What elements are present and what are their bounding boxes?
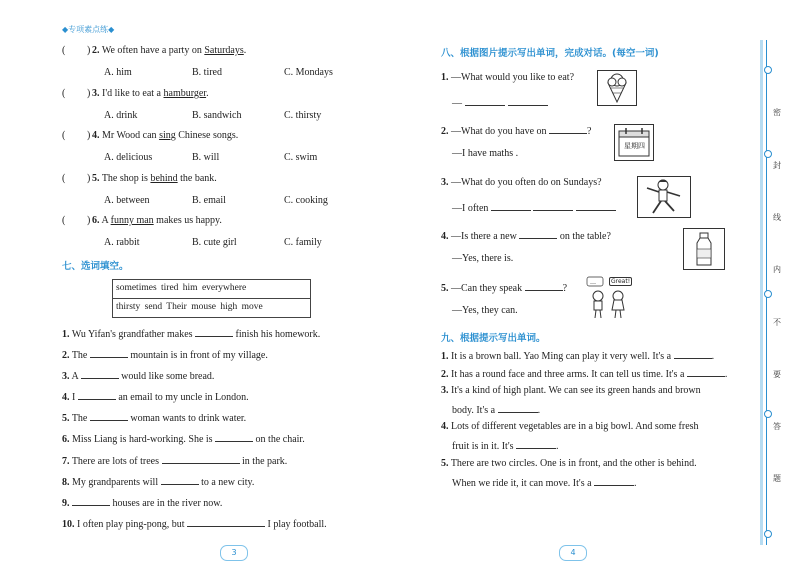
question-text: Lots of different vegetables are in a big bowl. And some fresh: [451, 421, 699, 432]
option-b: B. email: [192, 195, 226, 206]
seal-line-char: 不: [773, 318, 781, 327]
hint-question: [441, 458, 697, 469]
dialog-question: [441, 177, 602, 188]
question-text: There are two circles. One is in front, and the other is behind.: [450, 458, 697, 469]
question-text-pre: The shop is: [101, 173, 151, 184]
fill-question: [62, 348, 268, 361]
question-text: It has a round face and three arms. It can tell us time. It's a: [451, 369, 687, 380]
question-number: 4.: [92, 130, 100, 141]
question-text-post: on the table?: [557, 231, 611, 242]
answer-text: —Yes, they can.: [452, 305, 518, 316]
question-text-post: woman wants to drink water.: [127, 413, 247, 424]
question-text-post: mountain is in front of my village.: [127, 350, 268, 361]
dialog-question: [441, 124, 592, 137]
fill-question: [62, 369, 214, 382]
question-text-post: .: [556, 441, 559, 452]
hint-question-cont: [452, 439, 559, 452]
answer-blank[interactable]: [195, 327, 233, 337]
dialog-question: [441, 229, 611, 242]
answer-text: —I often: [452, 203, 491, 214]
question-text-post: would like some bread.: [118, 371, 215, 382]
hint-question: [441, 349, 714, 362]
answer-paren-close: ): [87, 130, 91, 141]
question-number: 3.: [62, 371, 70, 382]
question-text: —What do you often do on Sundays?: [451, 177, 602, 188]
hint-question: [441, 367, 727, 380]
answer-blank[interactable]: [491, 201, 531, 211]
ice-cream-picture: [597, 70, 637, 106]
fill-question: [62, 432, 305, 445]
question-number: 3.: [441, 385, 449, 396]
question-text-post: I play football.: [264, 519, 327, 530]
underlined-word: behind: [150, 173, 178, 184]
hint-question: [441, 385, 701, 396]
option-c: C. cooking: [284, 195, 328, 206]
question-text-pre: The: [71, 350, 90, 361]
question-text-pre: My grandparents will: [72, 477, 161, 488]
answer-paren-close: ): [87, 215, 91, 226]
answer-blank[interactable]: [576, 201, 616, 211]
question-number: 4.: [441, 231, 449, 242]
calendar-picture: [614, 124, 654, 161]
question-text-pre: Wu Yifan's grandfather makes: [71, 329, 196, 340]
question-number: 7.: [62, 456, 70, 467]
seal-line-char: 线: [773, 213, 781, 222]
fill-question: [62, 496, 222, 509]
answer-paren-close: ): [87, 173, 91, 184]
answer-paren-open: (: [62, 88, 66, 99]
answer-blank[interactable]: [90, 411, 128, 421]
question-text: It's a kind of high plant. We can see its green hands and brown: [451, 385, 701, 396]
question-text-post: houses are in the river now.: [110, 498, 223, 509]
seal-line-margin: [748, 0, 800, 576]
hint-question-cont: [452, 403, 540, 416]
question-text: —Is there a new: [451, 231, 520, 242]
question-number: 1.: [441, 351, 449, 362]
hint-question-cont: [452, 476, 637, 489]
dialog-answer: [452, 305, 518, 316]
bottle-picture: [683, 228, 725, 270]
word-box-row-1: sometimes tired him everywhere: [116, 283, 247, 293]
mc-question: [92, 215, 222, 226]
question-text-pre: Mr Wood can: [102, 130, 160, 141]
question-number: 5.: [441, 458, 449, 469]
question-text-pre: A: [71, 371, 81, 382]
question-text-pre: A: [101, 215, 111, 226]
fill-question: [62, 411, 246, 424]
answer-blank[interactable]: [81, 369, 119, 379]
seal-line-char: 密: [773, 108, 781, 117]
underlined-word: sing: [159, 130, 176, 141]
answer-blank[interactable]: [78, 390, 116, 400]
answer-blank[interactable]: [72, 496, 110, 506]
question-number: 2.: [441, 126, 449, 137]
question-text: fruit is in it. It's: [452, 441, 517, 452]
question-text-post: .: [634, 478, 637, 489]
mc-question: [92, 45, 246, 56]
question-text-pre: We often have a party on: [101, 45, 205, 56]
question-text: When we ride it, it can move. It's a: [452, 478, 595, 489]
question-text-post: finish his homework.: [233, 329, 321, 340]
question-number: 4.: [62, 392, 70, 403]
mc-question: [92, 173, 217, 184]
question-text-post: Chinese songs.: [175, 130, 239, 141]
fill-question: [62, 390, 249, 403]
binding-hole: [764, 290, 772, 298]
answer-blank[interactable]: [674, 349, 712, 359]
question-number: 6.: [62, 434, 70, 445]
question-number: 9.: [62, 498, 70, 509]
answer-paren-open: (: [62, 130, 66, 141]
dialog-question: [441, 281, 567, 294]
binding-hole: [764, 66, 772, 74]
question-text-post: makes us happy.: [153, 215, 222, 226]
svg-text:…: …: [590, 279, 596, 286]
option-a: A. him: [104, 67, 132, 78]
hint-question: [441, 421, 699, 432]
dialog-answer: [452, 253, 513, 264]
question-number: 4.: [441, 421, 449, 432]
answer-blank[interactable]: [533, 201, 573, 211]
fill-question: [62, 475, 254, 488]
question-number: 10.: [62, 519, 75, 530]
option-b: B. will: [192, 152, 220, 163]
seal-line-char: 题: [773, 474, 781, 483]
seal-line-char: 要: [773, 370, 781, 379]
question-number: 1.: [62, 329, 70, 340]
question-text-post: .: [243, 45, 247, 56]
answer-blank[interactable]: [549, 124, 587, 134]
option-b: B. cute girl: [192, 237, 237, 248]
answer-blank[interactable]: [498, 403, 538, 413]
question-number: 6.: [92, 215, 100, 226]
question-text: —What would you like to eat?: [451, 72, 575, 83]
question-number: 2.: [62, 350, 70, 361]
seal-line-char: 内: [773, 265, 781, 274]
mc-question: [92, 130, 238, 141]
answer-text: —I have maths .: [452, 148, 519, 159]
calendar-day-text: 星期四: [624, 142, 645, 150]
underlined-word: hamburger: [163, 88, 207, 99]
question-number: 8.: [62, 477, 70, 488]
section-8-title: 八、根据图片提示写出单词，完成对话。(每空一词): [441, 48, 659, 59]
seal-line-char: 答: [773, 422, 781, 431]
option-c: C. thirsty: [284, 110, 322, 121]
question-number: 3.: [92, 88, 100, 99]
answer-blank[interactable]: [187, 517, 265, 527]
option-a: A. delicious: [104, 152, 153, 163]
answer-paren-open: (: [62, 173, 66, 184]
great-speech-bubble: Great!: [611, 278, 631, 285]
question-number: 2.: [92, 45, 100, 56]
question-text-post: on the chair.: [253, 434, 305, 445]
question-text-post: ?: [562, 283, 568, 294]
answer-paren-open: (: [62, 215, 66, 226]
option-c: C. Mondays: [284, 67, 333, 78]
word-box-row-2: thirsty send Their mouse high move: [116, 302, 263, 312]
question-text-post: the bank.: [177, 173, 217, 184]
kung-fu-picture: [637, 176, 691, 218]
question-number: 2.: [441, 369, 449, 380]
question-text-pre: The: [71, 413, 90, 424]
answer-paren-close: ): [87, 88, 91, 99]
question-number: 5.: [62, 413, 70, 424]
answer-blank[interactable]: [687, 367, 725, 377]
answer-text: —: [452, 98, 462, 109]
question-text-pre: There are lots of trees: [71, 456, 162, 467]
question-text-post: .: [711, 351, 715, 362]
answer-blank[interactable]: [516, 439, 556, 449]
fill-question: [62, 327, 320, 340]
binding-hole: [764, 530, 772, 538]
question-text-pre: I often play ping-pong, but: [77, 519, 187, 530]
option-c: C. swim: [284, 152, 318, 163]
fill-question: [62, 454, 287, 467]
header-tag: ◆专项素点练◆: [62, 25, 115, 34]
question-text-post: an email to my uncle in London.: [115, 392, 249, 403]
answer-blank[interactable]: [519, 229, 557, 239]
word-box: [112, 279, 311, 318]
question-text-post: to a new city.: [198, 477, 255, 488]
question-text-pre: I: [72, 392, 78, 403]
answer-paren-close: ): [87, 45, 91, 56]
mc-question: [92, 88, 209, 99]
binding-hole: [764, 410, 772, 418]
answer-blank[interactable]: [508, 96, 548, 106]
question-text-post: in the park.: [239, 456, 288, 467]
option-b: B. tired: [192, 67, 222, 78]
answer-blank[interactable]: [215, 432, 253, 442]
seal-line-char: 封: [773, 161, 781, 170]
underlined-word: Saturdays: [204, 45, 244, 56]
question-text-pre: I'd like to eat a: [102, 88, 164, 99]
option-a: A. rabbit: [104, 237, 140, 248]
question-number: 5.: [92, 173, 100, 184]
underlined-word: funny man: [110, 215, 154, 226]
question-text-post: ?: [587, 126, 592, 137]
section-9-title: 九、根据提示写出单词。: [441, 333, 546, 344]
question-number: 3.: [441, 177, 449, 188]
question-text: body. It's a: [452, 405, 498, 416]
question-text-post: .: [537, 405, 541, 416]
question-text: It is a brown ball. Yao Ming can play it very well. It's a: [451, 351, 674, 362]
section-7-title: 七、选词填空。: [62, 261, 129, 272]
fill-question: [62, 517, 327, 530]
option-a: A. between: [104, 195, 150, 206]
option-b: B. sandwich: [192, 110, 242, 121]
page-number-left: 3: [220, 545, 248, 561]
dialog-question: [441, 72, 574, 83]
question-text-pre: Miss Liang is hard-working. She is: [72, 434, 216, 445]
answer-blank[interactable]: [594, 476, 634, 486]
dialog-answer: [452, 148, 518, 159]
answer-blank[interactable]: [162, 454, 240, 464]
page-number-right: 4: [559, 545, 587, 561]
question-number: 5.: [441, 283, 449, 294]
option-c: C. family: [284, 237, 322, 248]
question-text-post: .: [206, 88, 209, 99]
kids-speaking-picture: [586, 276, 636, 320]
answer-blank[interactable]: [465, 96, 505, 106]
binding-hole: [764, 150, 772, 158]
answer-blank[interactable]: [525, 281, 563, 291]
question-number: 1.: [441, 72, 449, 83]
option-a: A. drink: [104, 110, 138, 121]
answer-blank[interactable]: [161, 475, 199, 485]
question-text: —What do you have on: [451, 126, 550, 137]
question-text: —Can they speak: [451, 283, 525, 294]
answer-paren-open: (: [62, 45, 66, 56]
dialog-answer: [452, 96, 548, 109]
answer-text: —Yes, there is.: [452, 253, 514, 264]
question-text-post: .: [724, 369, 728, 380]
answer-blank[interactable]: [90, 348, 128, 358]
dialog-answer: [452, 201, 616, 214]
